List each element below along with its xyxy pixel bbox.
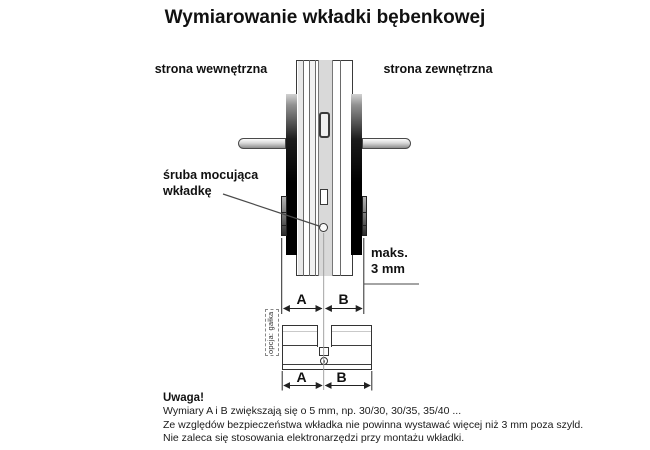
escutcheon-right xyxy=(351,94,362,255)
cylinder-cam-opening xyxy=(317,325,333,348)
protrusion-segment-line xyxy=(363,225,367,226)
door-layer-line xyxy=(303,60,304,276)
door-layer-line xyxy=(309,60,310,276)
notes-block xyxy=(163,391,603,446)
max-protrusion-line1: maks. xyxy=(371,245,408,260)
dimension-b-label-lower: B xyxy=(336,368,347,385)
mounting-screw-head xyxy=(319,223,329,233)
cylinder-fixing-channel xyxy=(320,189,328,205)
cylinder-cam-slot xyxy=(319,112,330,138)
knob-option-box xyxy=(265,309,279,356)
mounting-screw-label-line1: śruba mocująca xyxy=(163,168,259,182)
mounting-screw-label xyxy=(163,167,283,199)
cylinder-protrusion-left xyxy=(281,196,287,236)
protrusion-segment-line xyxy=(363,212,367,213)
notes-line: Nie zaleca się stosowania elektronarzędzi przy montażu wkładki. xyxy=(163,432,465,445)
cylinder-profile-line xyxy=(283,364,372,365)
notes-line: Wymiary A i B zwiększają się o 5 mm, np. 30/30, 30/35, 35/40 ... xyxy=(163,405,462,417)
protrusion-segment-line xyxy=(282,212,286,213)
outer-side-label: strona zewnętrzna xyxy=(383,62,493,76)
escutcheon-left xyxy=(286,94,297,255)
knob-option-label: opcja: gałka xyxy=(266,311,275,355)
cylinder-protrusion-right xyxy=(362,196,368,236)
dimension-a-label-lower: A xyxy=(296,368,307,385)
door-handle-rod-right xyxy=(362,138,411,150)
dimension-a-label-upper: A xyxy=(296,291,307,307)
notes-heading: Uwaga! xyxy=(163,392,204,404)
page-title: Wymiarowanie wkładki bębenkowej xyxy=(164,7,486,28)
door-handle-rod-left xyxy=(238,138,287,150)
cylinder-profile-screw xyxy=(320,357,328,365)
protrusion-segment-line xyxy=(282,225,286,226)
cylinder-cam xyxy=(319,347,329,357)
mounting-screw-label-line2: wkładkę xyxy=(163,184,212,198)
max-protrusion-line2: 3 mm xyxy=(371,260,405,276)
dimension-b-label-upper: B xyxy=(338,291,349,307)
door-layer-line xyxy=(340,60,341,276)
max-protrusion-label xyxy=(371,245,431,276)
notes-line: Ze względów bezpieczeństwa wkładka nie powinna wystawać więcej niż 3 mm poza szyld. xyxy=(163,418,584,431)
door-layer-line xyxy=(315,60,316,276)
screw-center-dot xyxy=(323,360,326,363)
cylinder-body-in-door xyxy=(318,60,333,276)
inner-side-label: strona wewnętrzna xyxy=(154,62,268,76)
